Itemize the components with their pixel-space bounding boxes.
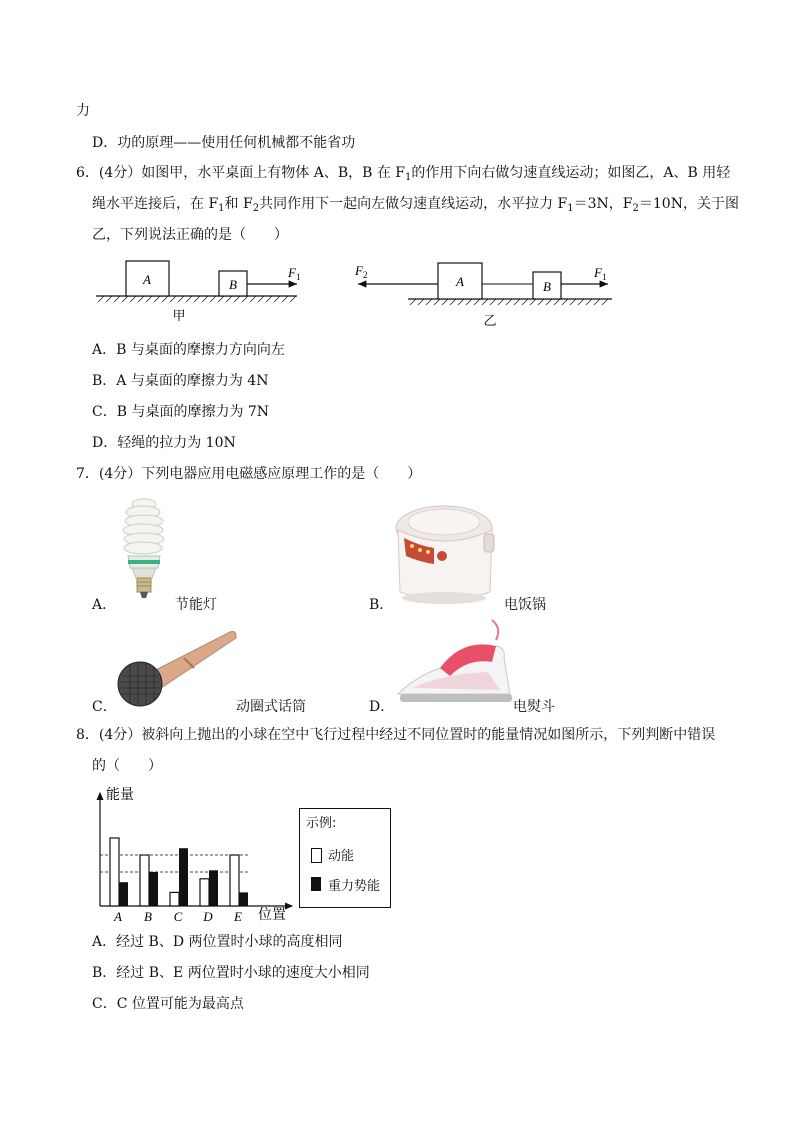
block-a-label: A — [456, 274, 464, 289]
kinetic-bar-E — [230, 855, 239, 906]
x-tick-label: D — [203, 909, 213, 924]
block-b-label: B — [543, 279, 551, 294]
text-line: 力 — [76, 103, 90, 119]
x-tick-label: B — [144, 909, 152, 924]
q6-option-a: A．B 与桌面的摩擦力方向向左 — [92, 342, 285, 358]
kinetic-bar-D — [200, 879, 209, 906]
q7-stem: 7．(4分）下列电器应用电磁感应原理工作的是（ ） — [76, 466, 422, 482]
legend-potential-label: 重力势能 — [328, 879, 381, 894]
q6-option-b: B．A 与桌面的摩擦力为 4N — [92, 373, 269, 389]
block-a-label: A — [143, 272, 151, 287]
q6-stem-line2: 绳水平连接后，在 $F_1$和 $F_2$共同作用下一起向左做匀速直线运动，水平拉力 $F_1=3N$，$F_2=10N$，关于图 — [92, 196, 739, 214]
potential-bar-A — [119, 882, 128, 906]
q7-option-d-label: 电熨斗 — [513, 699, 555, 715]
x-tick-label: E — [234, 909, 242, 924]
q6-figure-yi — [350, 255, 620, 330]
q7-option-d-letter: D． — [369, 699, 395, 715]
q7-option-b-letter: B． — [369, 597, 394, 613]
kinetic-bar-B — [140, 855, 149, 906]
microphone-image — [112, 624, 240, 716]
potential-bar-D — [209, 870, 218, 906]
q7-option-a-letter: A． — [92, 597, 117, 613]
q8-option-b: B．经过 B、E 两位置时小球的速度大小相同 — [92, 965, 370, 981]
x-tick-label: A — [114, 909, 122, 924]
electric-iron-image — [392, 618, 520, 710]
q7-option-a-label: 节能灯 — [175, 597, 217, 613]
legend-kinetic-swatch — [311, 848, 322, 863]
figure-caption-jia: 甲 — [172, 308, 186, 323]
potential-bar-B — [149, 872, 158, 906]
block-b-label: B — [229, 277, 237, 292]
chart-legend — [299, 808, 391, 908]
q7-option-c-letter: C． — [92, 699, 117, 715]
force-f1-label: $F_1$ — [288, 265, 301, 282]
x-tick-label: C — [173, 909, 183, 924]
q8-option-c: C．C 位置可能为最高点 — [92, 996, 244, 1012]
y-axis-label: 能量 — [106, 788, 134, 803]
q7-option-b-label: 电饭锅 — [504, 597, 546, 613]
q7-option-c-label: 动圈式话筒 — [236, 699, 306, 715]
q8-option-a: A．经过 B、D 两位置时小球的高度相同 — [92, 934, 343, 950]
potential-bar-E — [239, 892, 248, 906]
q5-option-d: D．功的原理——使用任何机械都不能省功 — [92, 135, 356, 151]
energy-saving-lamp-image — [112, 494, 182, 606]
q8-stem-line2: 的（ ） — [92, 758, 162, 774]
energy-bar-chart — [90, 783, 305, 928]
force-f2-label: $F_2$ — [355, 263, 368, 280]
legend-potential-swatch — [311, 877, 321, 891]
kinetic-bar-A — [110, 838, 119, 906]
q6-stem-line3: 乙，下列说法正确的是（ ） — [92, 227, 288, 243]
q6-option-d: D．轻绳的拉力为 10N — [92, 435, 236, 451]
q6-figure-jia — [92, 252, 307, 327]
x-axis-label: 位置 — [258, 908, 286, 923]
figure-caption-yi: 乙 — [483, 313, 497, 328]
legend-kinetic-label: 动能 — [328, 849, 355, 864]
legend-title: 示例: — [306, 816, 337, 831]
q8-stem-line1: 8．(4分）被斜向上抛出的小球在空中飞行过程中经过不同位置时的能量情况如图所示，下列判断中错误 — [76, 727, 716, 743]
potential-bar-C — [179, 848, 188, 906]
q6-option-c: C．B 与桌面的摩擦力为 7N — [92, 404, 270, 420]
q6-stem-line1: 6．(4分）如图甲，水平桌面上有物体 A、B，B 在 $F_1$的作用下向右做匀速直线运动；如图乙，A、B 用轻 — [76, 165, 731, 183]
kinetic-bar-C — [170, 892, 179, 906]
force-f1-label: $F_1$ — [594, 265, 607, 282]
rice-cooker-image — [390, 500, 502, 610]
